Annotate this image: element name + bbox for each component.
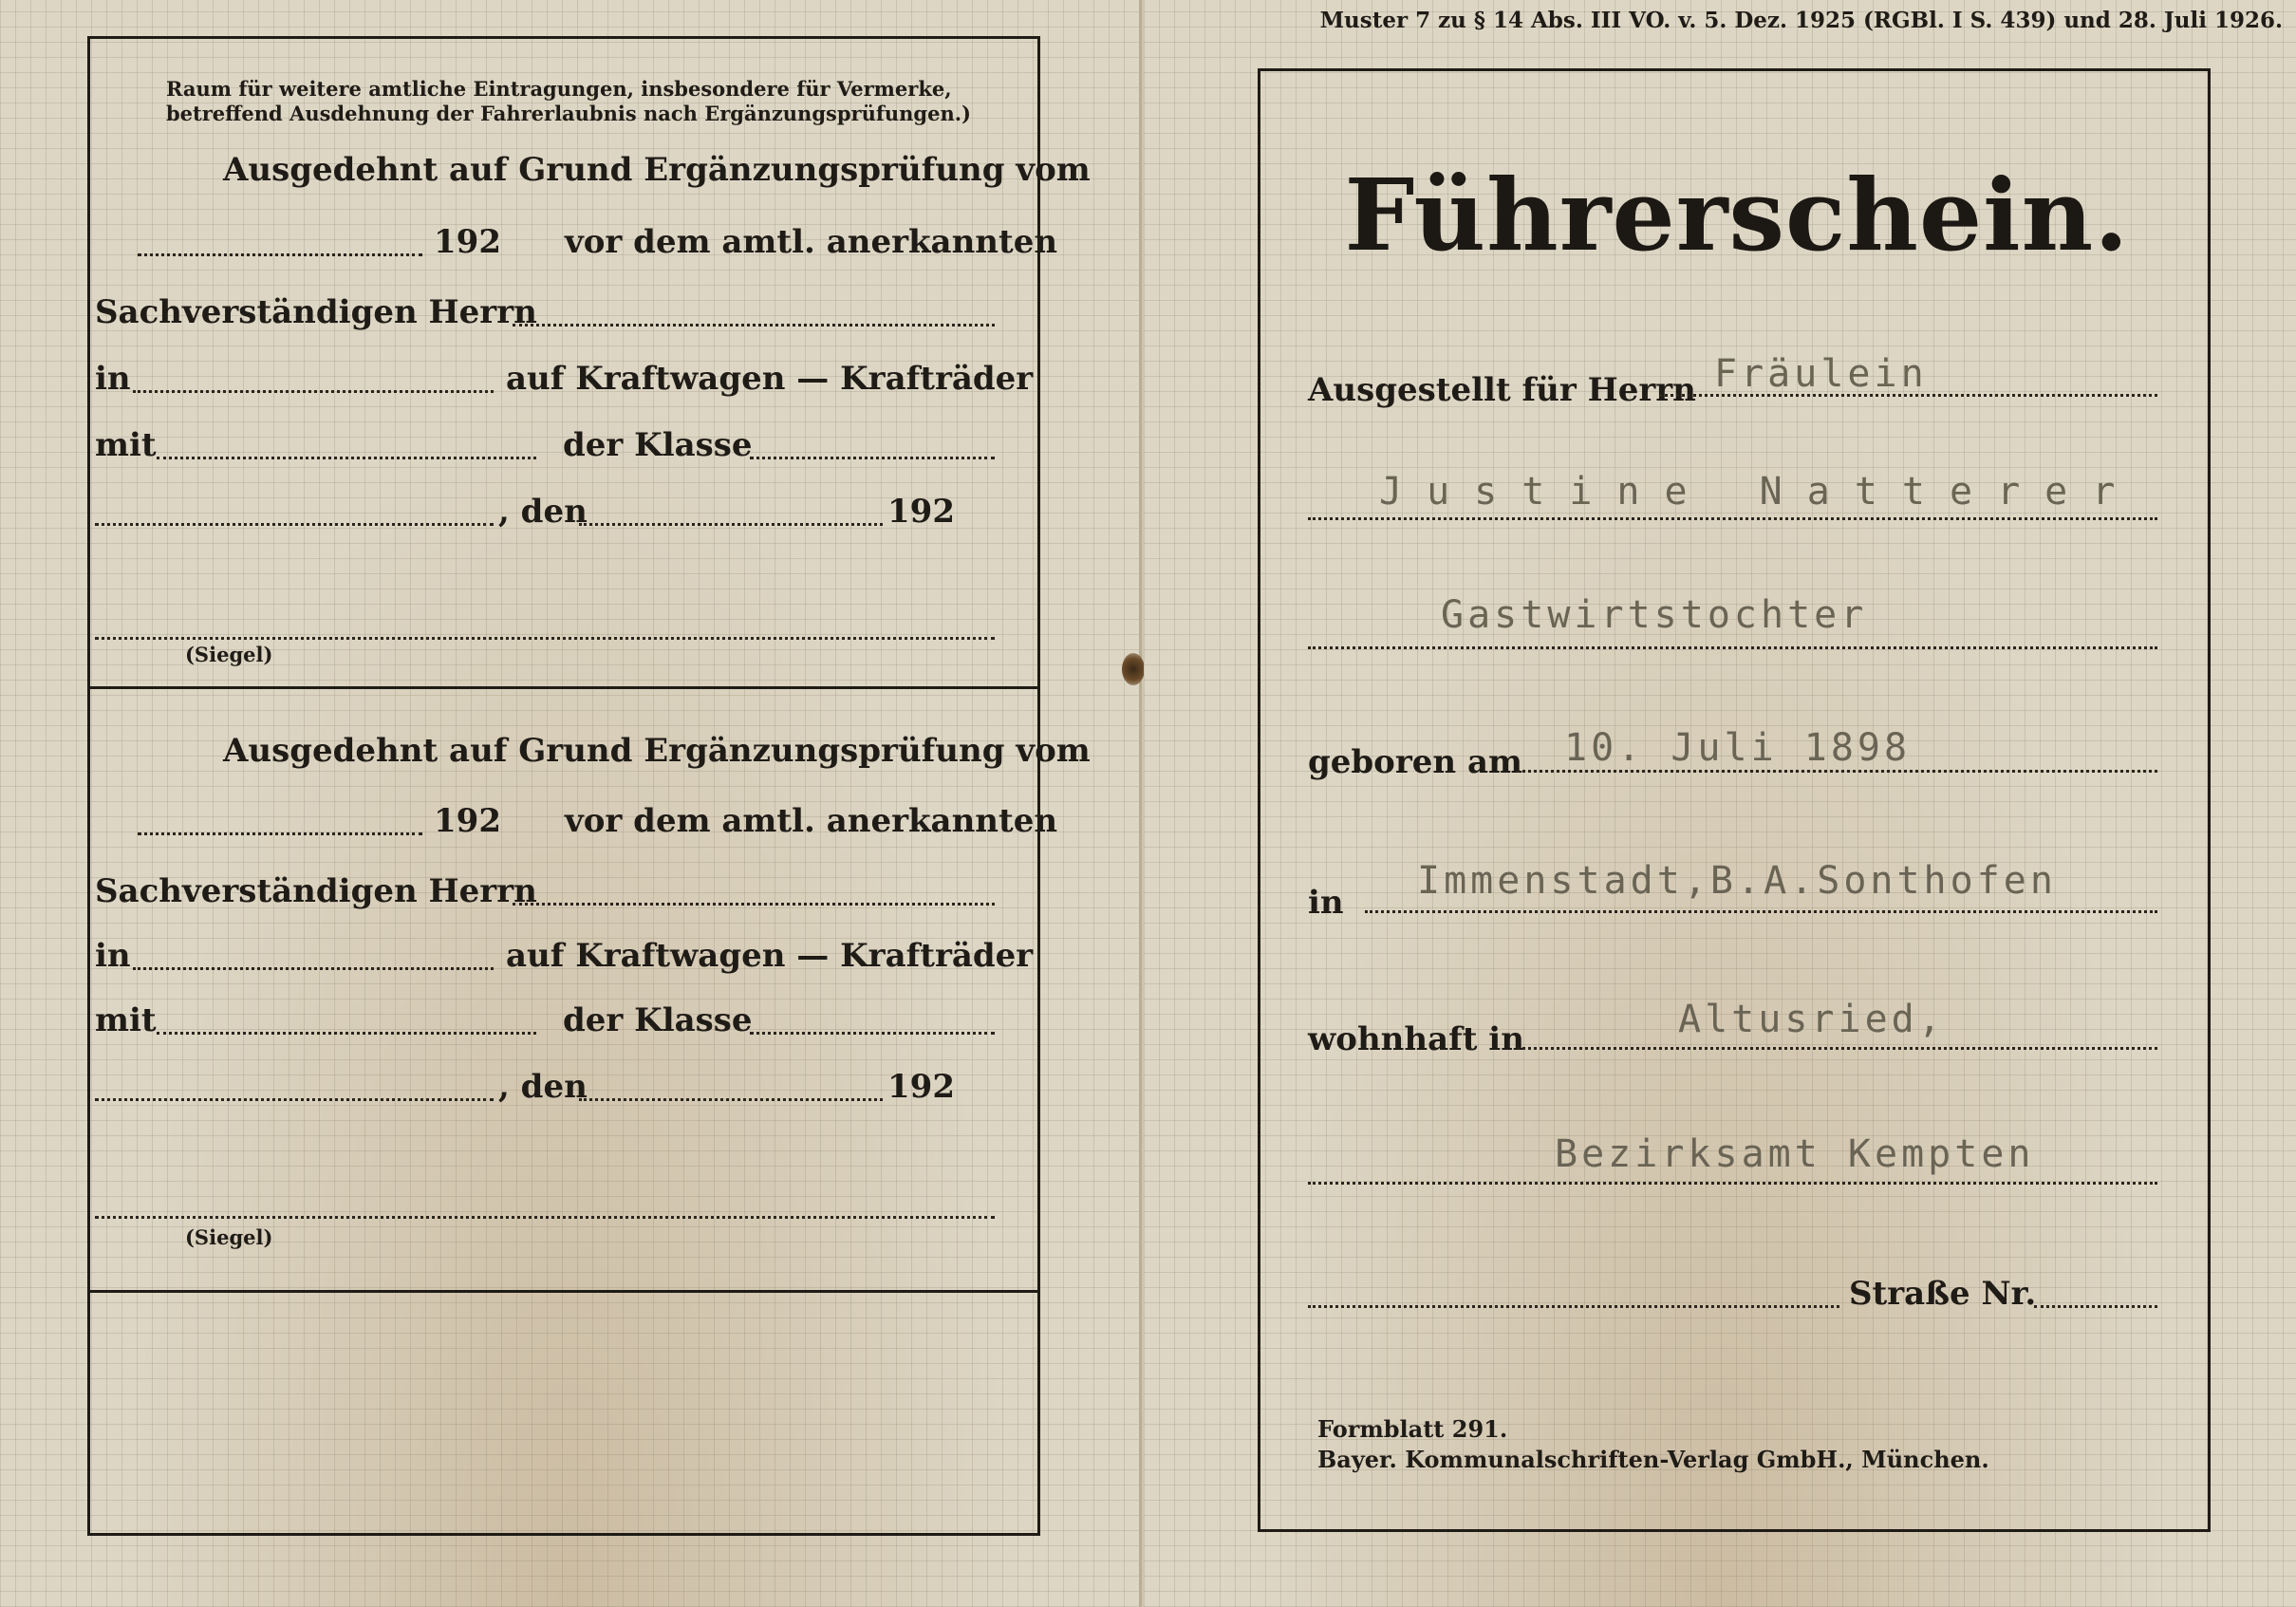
date-dotted-line bbox=[138, 253, 422, 256]
document-title: Führerschein. bbox=[1344, 157, 2130, 273]
extension-line-1: Ausgedehnt auf Grund Ergänzungsprüfung vom bbox=[223, 151, 1091, 189]
place-date-dotted-line bbox=[95, 1098, 494, 1101]
district-dotted-line bbox=[1308, 1182, 2157, 1185]
den-label: , den bbox=[498, 1068, 588, 1106]
birth-date-dotted-line bbox=[1517, 770, 2157, 773]
year-prefix: 192 bbox=[887, 493, 955, 531]
issued-for-dotted-line bbox=[1659, 394, 2157, 397]
extension-line-2: vor dem amtl. anerkannten bbox=[565, 223, 1058, 261]
date-dotted-line bbox=[579, 1098, 883, 1101]
left-page bbox=[0, 0, 1142, 1607]
note-line-1: Raum für weitere amtliche Eintragungen, insbesondere für Vermerke, bbox=[166, 77, 952, 101]
section-divider bbox=[90, 1290, 1037, 1293]
street-dotted-line bbox=[1308, 1305, 1839, 1308]
class-label: der Klasse bbox=[563, 426, 753, 464]
vehicle-label: auf Kraftwagen — Krafträder bbox=[506, 937, 1034, 975]
year-prefix: 192 bbox=[887, 1068, 955, 1106]
birth-date: 10. Juli 1898 bbox=[1564, 726, 1912, 770]
right-page-frame bbox=[1258, 68, 2211, 1532]
street-label: Straße Nr. bbox=[1849, 1275, 2037, 1313]
date-dotted-line bbox=[579, 523, 883, 526]
occupation: Gastwirtstochter bbox=[1441, 593, 1868, 637]
expert-label: Sachverständigen Herrn bbox=[95, 872, 537, 910]
birthplace-dotted-line bbox=[1365, 910, 2157, 913]
residence-label: wohnhaft in bbox=[1308, 1020, 1524, 1058]
right-page bbox=[1144, 0, 2296, 1607]
issued-for-label: Ausgestellt für Herrn bbox=[1308, 371, 1696, 409]
note-line-2: betreffend Ausdehnung der Fahrerlaubnis nach Ergänzungsprüfungen.) bbox=[166, 102, 971, 125]
expert-dotted-line bbox=[513, 903, 995, 906]
occupation-dotted-line bbox=[1308, 646, 2157, 649]
publisher: Bayer. Kommunalschriften-Verlag GmbH., München. bbox=[1317, 1446, 1989, 1473]
place-date-dotted-line bbox=[95, 523, 494, 526]
class-dotted-line-end bbox=[750, 1032, 995, 1035]
year-prefix: 192 bbox=[434, 223, 501, 261]
residence: Altusried, bbox=[1678, 998, 1945, 1041]
birthplace-in-label: in bbox=[1308, 884, 1344, 922]
seal-label: (Siegel) bbox=[185, 643, 273, 666]
expert-dotted-line bbox=[513, 324, 995, 327]
place-dotted-line bbox=[133, 967, 494, 970]
extension-line-1: Ausgedehnt auf Grund Ergänzungsprüfung vom bbox=[223, 732, 1091, 770]
in-label: in bbox=[95, 360, 131, 398]
street-number-dotted-line bbox=[2034, 1305, 2157, 1308]
regulation-header: Muster 7 zu § 14 Abs. III VO. v. 5. Dez. 1925 (RGBl. I S. 439) und 28. Juli 1926. bbox=[1319, 8, 2283, 33]
year-prefix: 192 bbox=[434, 802, 501, 840]
extension-line-2: vor dem amtl. anerkannten bbox=[565, 802, 1058, 840]
spine-punch-hole bbox=[1122, 653, 1145, 685]
vehicle-label: auf Kraftwagen — Krafträder bbox=[506, 360, 1034, 398]
seal-label: (Siegel) bbox=[185, 1225, 273, 1249]
den-label: , den bbox=[498, 493, 588, 531]
class-dotted-line-end bbox=[750, 457, 995, 459]
holder-name: Justine Natterer bbox=[1379, 470, 2140, 514]
mit-label: mit bbox=[95, 1001, 157, 1039]
class-dotted-line bbox=[157, 457, 536, 459]
expert-label: Sachverständigen Herrn bbox=[95, 293, 537, 331]
mit-label: mit bbox=[95, 426, 157, 464]
signature-dotted-line bbox=[95, 637, 995, 640]
class-dotted-line bbox=[157, 1032, 536, 1035]
section-divider bbox=[90, 686, 1037, 689]
left-page-frame bbox=[87, 36, 1091, 1536]
place-dotted-line bbox=[133, 390, 494, 393]
form-number: Formblatt 291. bbox=[1317, 1415, 1508, 1443]
class-label: der Klasse bbox=[563, 1001, 753, 1039]
signature-dotted-line bbox=[95, 1216, 995, 1219]
district: Bezirksamt Kempten bbox=[1555, 1132, 2035, 1176]
born-label: geboren am bbox=[1308, 743, 1522, 781]
birthplace: Immenstadt,B.A.Sonthofen bbox=[1417, 859, 2057, 903]
name-dotted-line bbox=[1308, 517, 2157, 520]
residence-dotted-line bbox=[1517, 1047, 2157, 1050]
date-dotted-line bbox=[138, 832, 422, 835]
issued-for-value: Fräulein bbox=[1714, 352, 1928, 396]
in-label: in bbox=[95, 937, 131, 975]
